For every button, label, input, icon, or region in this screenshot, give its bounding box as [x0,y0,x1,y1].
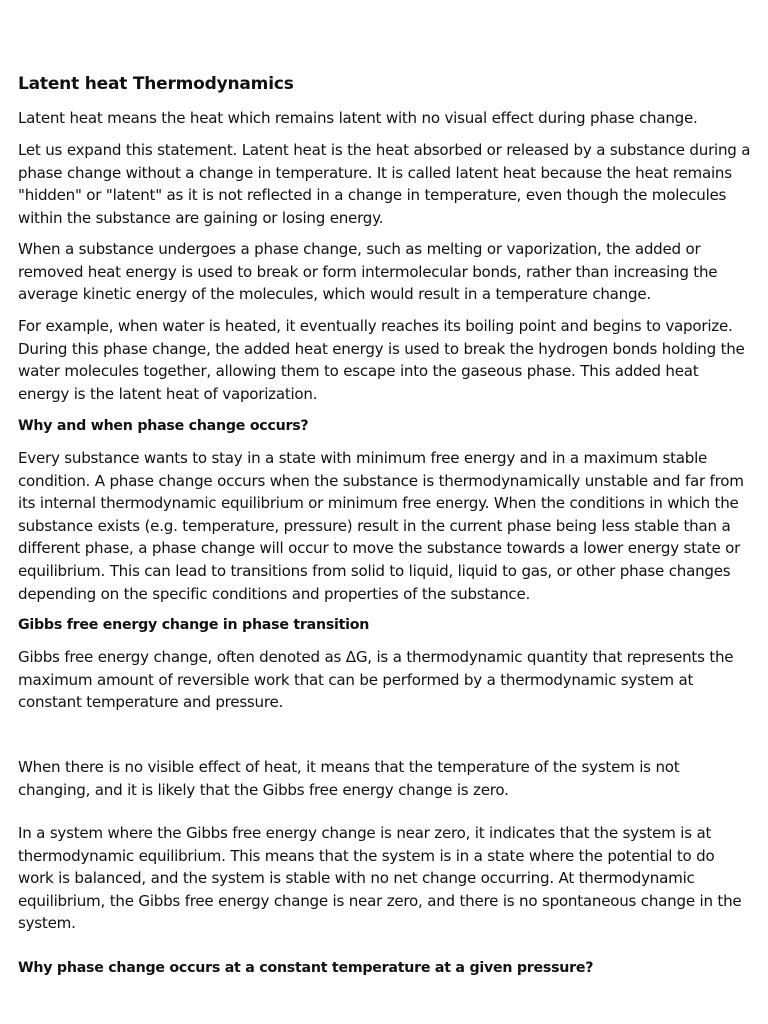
paragraph-minimum-free-energy: Every substance wants to stay in a state with minimum free energy and in a maximum stable condition. A phase change occurs when the substance is thermodynamically unstable and far from its internal thermodynamic equilibrium or minimum free energy. When the conditions in which the substance exists (e.g. temperature, pressure) result in the current phase being less stable than a different phase, a phase change will occur to move the substance towards a lower energy state or equilibrium. This can lead to transitions from solid to liquid, liquid to gas, or other phase changes depending on the specific conditions and properties of the substance. [18,449,744,603]
paragraph-example: For example, when water is heated, it eventually reaches its boiling point and begins to vaporize. During this phase change, the added heat energy is used to break the hydrogen bonds holding the water molecules together, allowing them to escape into the gaseous phase. This added heat energy is the latent heat of vaporization. [18,317,745,403]
paragraph-definition: Latent heat means the heat which remains latent with no visual effect during phase change. [18,109,698,127]
paragraph-equilibrium: In a system where the Gibbs free energy change is near zero, it indicates that the system is at thermodynamic equilibrium. This means that the system is in a state where the potential to do work is balanced, and the system is stable with no net change occurring. At thermodynamic equilibrium, the Gibbs free energy change is near zero, and there is no spontaneous change in the system. [18,824,742,933]
page-title: Latent heat Thermodynamics [18,74,294,94]
paragraph-no-visible-effect: When there is no visible effect of heat, it means that the temperature of the system is not changing, and it is likely that the Gibbs free energy change is zero. [18,758,680,799]
section-heading-gibbs: Gibbs free energy change in phase transition [18,617,370,633]
section-heading-why-when: Why and when phase change occurs? [18,418,309,434]
section-heading-constant-temperature: Why phase change occurs at a constant temperature at a given pressure? [18,960,594,976]
paragraph-phase-change: When a substance undergoes a phase change, such as melting or vaporization, the added or removed heat energy is used to break or form intermolecular bonds, rather than increasing the average kinetic energy of the molecules, which would result in a temperature change. [18,240,718,304]
paragraph-gibbs-definition: Gibbs free energy change, often denoted as ΔG, is a thermodynamic quantity that represents the maximum amount of reversible work that can be performed by a thermodynamic system at constant temperature and pressure. [18,648,734,712]
paragraph-expansion: Let us expand this statement. Latent heat is the heat absorbed or released by a substance during a phase change without a change in temperature. It is called latent heat because the heat remains "hidden" or "latent" as it is not reflected in a change in temperature, even though the molecules within the substance are gaining or losing energy. [18,141,751,227]
